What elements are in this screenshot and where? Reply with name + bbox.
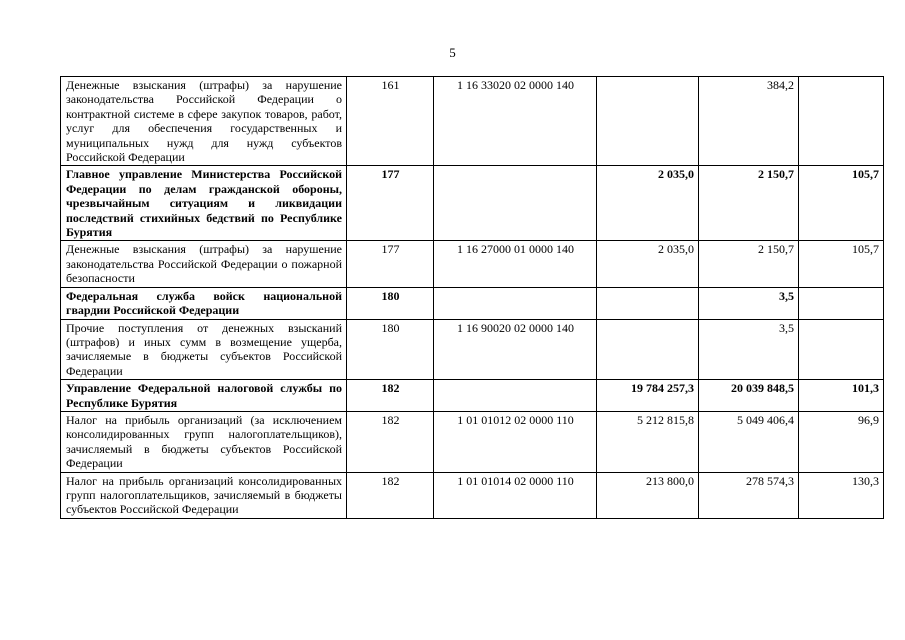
row-plan-cell: 213 800,0 — [597, 472, 699, 518]
table-row — [61, 380, 884, 412]
row-percent-cell: 105,7 — [799, 241, 884, 287]
row-admin-code-cell: 177 — [347, 241, 434, 287]
row-name-cell: Денежные взыскания (штрафы) за нарушение законодательства Российской Федерации о пожарной безопасности — [61, 241, 347, 287]
row-name-cell: Денежные взыскания (штрафы) за нарушение законодательства Российской Федерации о контрактной системе в сфере закупок товаров, работ, услуг для обеспечения государственных и муниципальных нужд для нужд субъектов Российской Федерации — [61, 77, 347, 166]
row-fact-cell: 20 039 848,5 — [699, 380, 799, 412]
row-fact-cell: 5 049 406,4 — [699, 411, 799, 472]
row-admin-code-cell: 182 — [347, 411, 434, 472]
row-fact-cell: 3,5 — [699, 319, 799, 380]
table-row — [61, 166, 884, 241]
row-kbk-cell: 1 16 33020 02 0000 140 — [434, 77, 597, 166]
row-fact-cell: 278 574,3 — [699, 472, 799, 518]
row-plan-cell — [597, 287, 699, 319]
row-admin-code-cell: 182 — [347, 472, 434, 518]
row-fact-cell: 384,2 — [699, 77, 799, 166]
row-kbk-cell: 1 16 90020 02 0000 140 — [434, 319, 597, 380]
row-plan-cell: 5 212 815,8 — [597, 411, 699, 472]
table-row — [61, 319, 884, 380]
row-name-cell: Федеральная служба войск национальной гвардии Российской Федерации — [61, 287, 347, 319]
row-admin-code-cell: 180 — [347, 287, 434, 319]
row-percent-cell: 101,3 — [799, 380, 884, 412]
row-fact-cell: 3,5 — [699, 287, 799, 319]
row-name-cell: Главное управление Министерства Российской Федерации по делам гражданской обороны, чрезвычайным ситуациям и ликвидации последствий стихийных бедствий по Республике Бурятия — [61, 166, 347, 241]
row-admin-code-cell: 180 — [347, 319, 434, 380]
row-name-cell: Налог на прибыль организаций (за исключением консолидированных групп налогоплательщиков), зачисляемый в бюджеты субъектов Российской Федерации — [61, 411, 347, 472]
row-fact-cell: 2 150,7 — [699, 241, 799, 287]
revenue-table — [60, 76, 884, 519]
page-number: 5 — [449, 45, 456, 60]
row-plan-cell — [597, 77, 699, 166]
row-admin-code-cell: 182 — [347, 380, 434, 412]
table-row — [61, 287, 884, 319]
row-kbk-cell: 1 01 01012 02 0000 110 — [434, 411, 597, 472]
row-kbk-cell — [434, 380, 597, 412]
row-plan-cell: 19 784 257,3 — [597, 380, 699, 412]
row-fact-cell: 2 150,7 — [699, 166, 799, 241]
table-row — [61, 241, 884, 287]
revenue-table-body — [61, 77, 884, 519]
row-percent-cell: 105,7 — [799, 166, 884, 241]
row-plan-cell: 2 035,0 — [597, 166, 699, 241]
row-admin-code-cell: 177 — [347, 166, 434, 241]
row-percent-cell — [799, 319, 884, 380]
row-name-cell: Налог на прибыль организаций консолидированных групп налогоплательщиков, зачисляемый в бюджеты субъектов Российской Федерации — [61, 472, 347, 518]
row-plan-cell: 2 035,0 — [597, 241, 699, 287]
row-percent-cell: 96,9 — [799, 411, 884, 472]
row-plan-cell — [597, 319, 699, 380]
row-percent-cell — [799, 77, 884, 166]
table-row — [61, 77, 884, 166]
row-admin-code-cell: 161 — [347, 77, 434, 166]
row-kbk-cell: 1 16 27000 01 0000 140 — [434, 241, 597, 287]
row-name-cell: Прочие поступления от денежных взысканий (штрафов) и иных сумм в возмещение ущерба, зачисляемые в бюджеты субъектов Российской Федерации — [61, 319, 347, 380]
table-row — [61, 411, 884, 472]
table-row — [61, 472, 884, 518]
row-percent-cell: 130,3 — [799, 472, 884, 518]
row-percent-cell — [799, 287, 884, 319]
row-kbk-cell: 1 01 01014 02 0000 110 — [434, 472, 597, 518]
row-kbk-cell — [434, 287, 597, 319]
row-kbk-cell — [434, 166, 597, 241]
row-name-cell: Управление Федеральной налоговой службы по Республике Бурятия — [61, 380, 347, 412]
